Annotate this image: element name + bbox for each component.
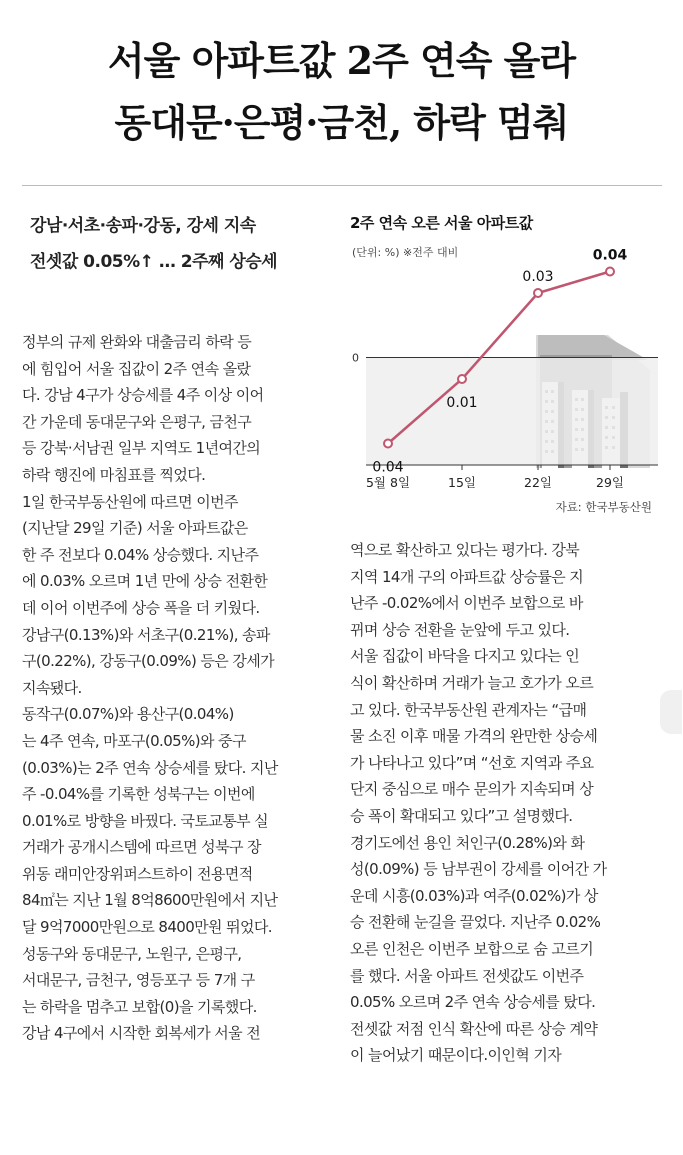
chart-unit-note: (단위: %) ※전주 대비 bbox=[352, 246, 459, 259]
body-right-line: 역으로 확산하고 있다는 평가다. 강북 bbox=[350, 541, 580, 559]
chart-title: 2주 연속 오른 서울 아파트값 bbox=[350, 214, 533, 232]
subheadline-line-1: 강남·서초·송파·강동, 강세 지속 bbox=[30, 216, 256, 236]
x-tick-label: 15일 bbox=[448, 475, 476, 490]
body-left-line: 서대문구, 금천구, 영등포구 등 7개 구 bbox=[22, 971, 255, 990]
headline bbox=[0, 30, 683, 154]
body-left-line: 강남구(0.13%)와 서초구(0.21%), 송파 bbox=[22, 625, 270, 644]
data-point bbox=[534, 289, 542, 297]
data-point bbox=[384, 440, 392, 448]
body-right-line: 식이 확산하며 거래가 늘고 호가가 오르 bbox=[350, 673, 594, 692]
body-left-line: 달 9억7000만원으로 8400만원 뛰었다. bbox=[22, 918, 272, 937]
body-right-line: 단지 중심으로 매수 문의가 지속되며 상 bbox=[350, 780, 594, 799]
body-right-line: 를 했다. 서울 아파트 전셋값도 이번주 bbox=[350, 966, 584, 985]
x-tick-label: 5월 8일 bbox=[365, 475, 411, 490]
body-left-line: 지속됐다. bbox=[22, 678, 82, 697]
body-left-line: 주 -0.04%를 기록한 성북구는 이번에 bbox=[22, 785, 255, 804]
data-label: 0.01 bbox=[446, 395, 478, 411]
headline-divider bbox=[22, 185, 662, 186]
chart bbox=[348, 210, 666, 530]
body-right-line: 오른 인천은 이번주 보합으로 숨 고르기 bbox=[350, 939, 594, 958]
body-left-line: 다. 강남 4구가 상승세를 4주 이상 이어 bbox=[22, 386, 264, 405]
body-left-line: 거래가 공개시스템에 따르면 성북구 장 bbox=[22, 838, 261, 857]
article-body-left-column bbox=[22, 329, 330, 1047]
x-tick-label: 29일 bbox=[596, 475, 624, 490]
subheadline bbox=[30, 208, 330, 280]
body-right-line: 서울 집값이 바닥을 다지고 있다는 인 bbox=[350, 647, 580, 666]
body-left-line: (0.03%)는 2주 연속 상승세를 탔다. 지난 bbox=[22, 758, 278, 777]
body-left-line: (지난달 29일 기준) 서울 아파트값은 bbox=[22, 519, 248, 538]
body-left-line: 는 4주 연속, 마포구(0.05%)와 중구 bbox=[22, 731, 246, 750]
body-right-line: 물 소진 이후 매물 가격의 완만한 상승세 bbox=[350, 727, 598, 746]
body-right-line: 승 전환해 눈길을 끌었다. 지난주 0.02% bbox=[350, 913, 601, 932]
body-right-line: 이 늘어났기 때문이다. bbox=[350, 1046, 488, 1065]
byline: 이인혁 기자 bbox=[487, 1046, 562, 1065]
subheadline-line-2: 전셋값 0.05%↑ … 2주째 상승세 bbox=[30, 252, 278, 272]
body-left-line: 정부의 규제 완화와 대출금리 하락 등 bbox=[22, 333, 252, 351]
body-right-line: 전셋값 저점 인식 확산에 따른 상승 계약 bbox=[350, 1019, 598, 1038]
body-left-line: 한 주 전보다 0.04% 상승했다. 지난주 bbox=[22, 545, 259, 564]
body-left-line: 위동 래미안장위퍼스트하이 전용면적 bbox=[22, 864, 253, 883]
data-point bbox=[606, 268, 614, 276]
body-left-line: 하락 행진에 마침표를 찍었다. bbox=[22, 465, 206, 484]
body-left-line: 는 하락을 멈추고 보합(0)을 기록했다. bbox=[22, 997, 257, 1016]
body-left-line: 동작구(0.07%)와 용산구(0.04%) bbox=[22, 705, 234, 724]
body-left-line: 성동구와 동대문구, 노원구, 은평구, bbox=[22, 944, 242, 963]
body-left-line: 84㎡는 지난 1월 8억8600만원에서 지난 bbox=[22, 891, 278, 910]
body-left-line: 강남 4구에서 시작한 회복세가 서울 전 bbox=[22, 1024, 261, 1043]
negative-region-shade bbox=[366, 358, 658, 466]
headline-line-2: 동대문·은평·금천, 하락 멈춰 bbox=[114, 100, 569, 145]
data-point bbox=[458, 375, 466, 383]
data-label: 0.03 bbox=[522, 269, 554, 285]
body-left-line: 간 가운데 동대문구와 은평구, 금천구 bbox=[22, 412, 252, 431]
body-right-line: 0.05% 오르며 2주 연속 상승세를 탔다. bbox=[350, 993, 596, 1012]
body-right-line: 운데 시흥(0.03%)과 여주(0.02%)가 상 bbox=[350, 886, 598, 905]
body-left-line: 데 이어 이번주에 상승 폭을 더 키웠다. bbox=[22, 598, 260, 617]
page-edge-mark bbox=[660, 690, 682, 734]
x-tick-label: 22일 bbox=[524, 475, 552, 490]
body-right-line: 지역 14개 구의 아파트값 상승률은 지 bbox=[350, 567, 584, 586]
chart-plot-area bbox=[352, 248, 658, 491]
body-right-line: 고 있다. 한국부동산원 관계자는 “급매 bbox=[350, 700, 587, 719]
body-right-line: 난주 -0.02%에서 이번주 보합으로 바 bbox=[350, 594, 583, 613]
body-left-line: 에 힘입어 서울 집값이 2주 연속 올랐 bbox=[22, 359, 251, 378]
body-left-line: 에 0.03% 오르며 1년 만에 상승 전환한 bbox=[22, 572, 268, 591]
body-right-line: 뀌며 상승 전환을 눈앞에 두고 있다. bbox=[350, 620, 570, 639]
body-left-line: 0.01%로 방향을 바꿨다. 국토교통부 실 bbox=[22, 811, 269, 830]
body-right-line: 가 나타나고 있다”며 “선호 지역과 주요 bbox=[350, 753, 594, 772]
body-left-line: 등 강북·서남권 일부 지역도 1년여간의 bbox=[22, 439, 261, 458]
body-right-final-line bbox=[350, 1042, 660, 1069]
data-label: 0.04 bbox=[372, 459, 404, 476]
y-axis-zero-label: 0 bbox=[352, 351, 359, 365]
body-left-line: 구(0.22%), 강동구(0.09%) 등은 강세가 bbox=[22, 652, 274, 671]
body-right-line: 경기도에선 용인 처인구(0.28%)와 화 bbox=[350, 833, 585, 852]
chart-source: 자료: 한국부동산원 bbox=[555, 500, 652, 514]
data-label: 0.04 bbox=[592, 247, 628, 264]
article-body-right-column bbox=[350, 537, 660, 1069]
body-right-line: 성(0.09%) 등 남부권이 강세를 이어간 가 bbox=[350, 860, 607, 879]
body-left-line: 1일 한국부동산원에 따르면 이번주 bbox=[22, 492, 238, 511]
headline-line-1: 서울 아파트값 2주 연속 올라 bbox=[107, 38, 576, 83]
body-right-line: 승 폭이 확대되고 있다”고 설명했다. bbox=[350, 806, 573, 825]
